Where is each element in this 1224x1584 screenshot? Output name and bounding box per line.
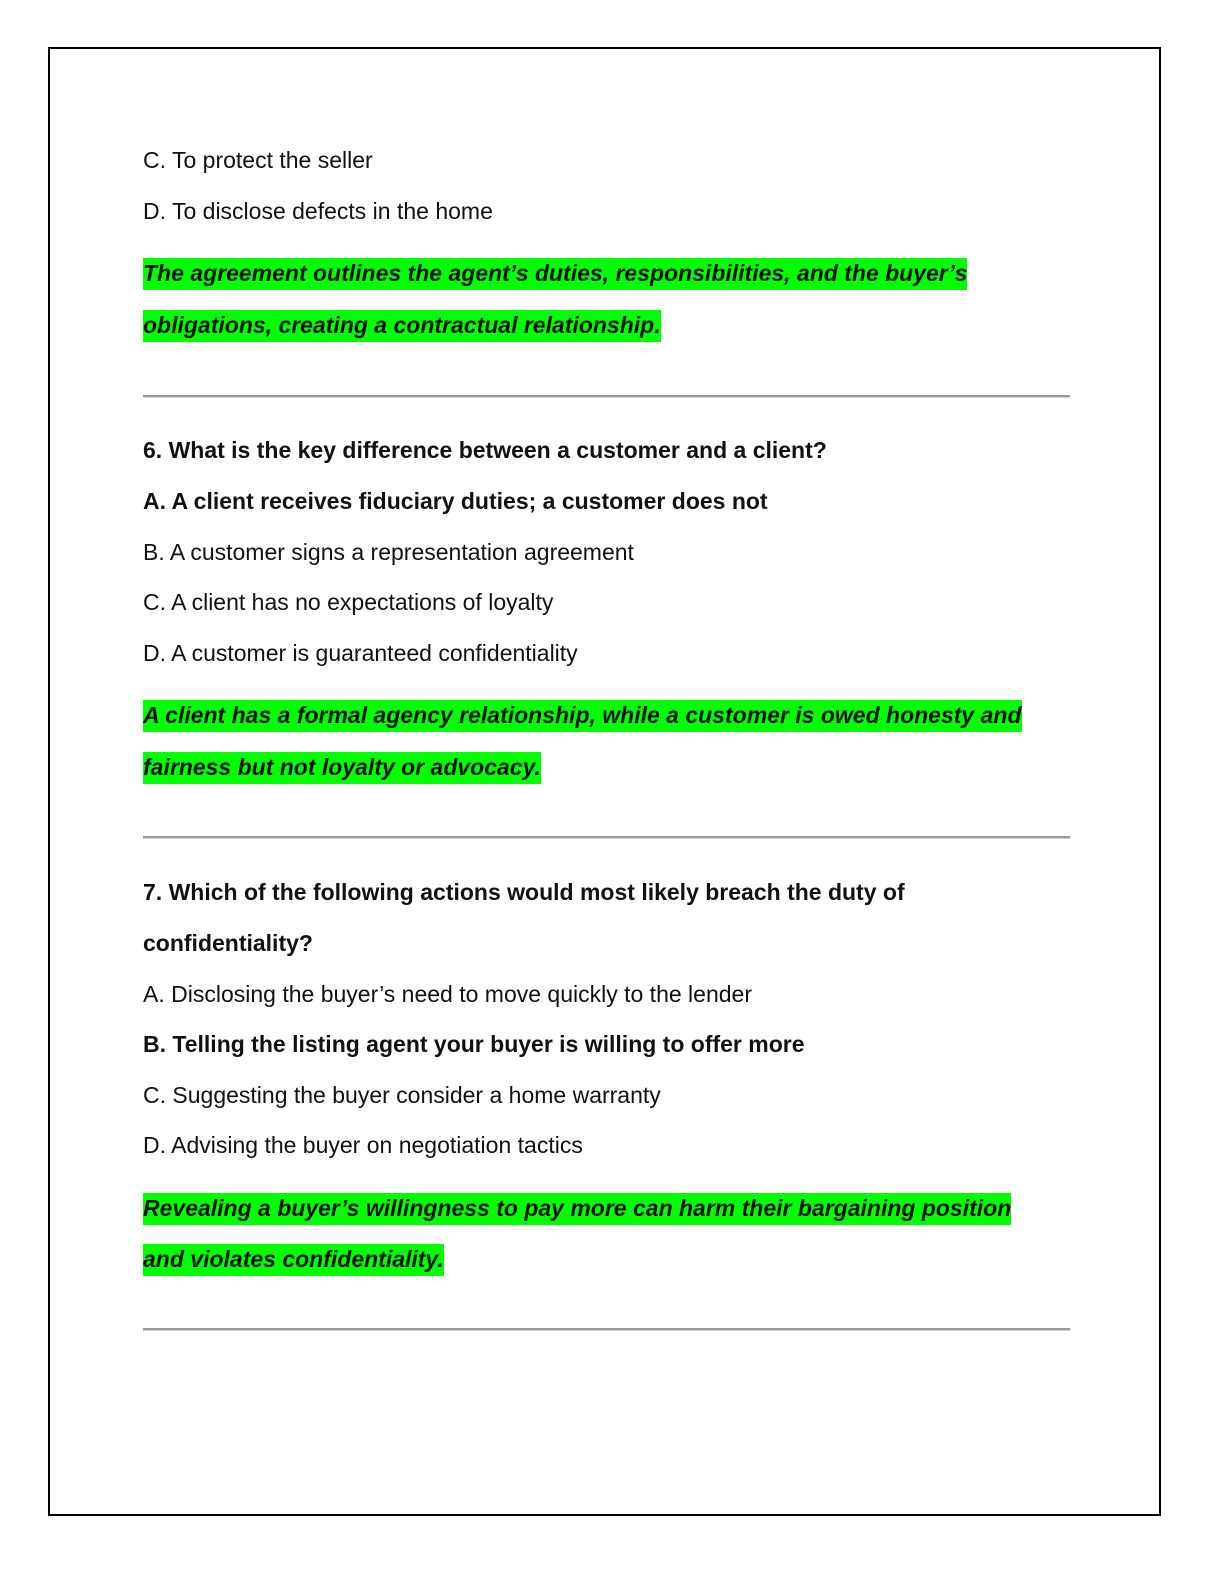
q5-option-d: D. To disclose defects in the home	[143, 198, 493, 224]
q5-explanation-line1	[143, 258, 967, 288]
q5-explanation-line2	[143, 310, 661, 340]
q6-explanation-line2	[143, 752, 541, 782]
q5-option-c: C. To protect the seller	[143, 147, 373, 173]
q7-option-b-correct: B. Telling the listing agent your buyer is willing to offer more	[143, 1031, 805, 1057]
q7-question-line1: 7. Which of the following actions would most likely breach the duty of	[143, 879, 905, 905]
q7-option-c: C. Suggesting the buyer consider a home warranty	[143, 1082, 661, 1108]
q7-option-d: D. Advising the buyer on negotiation tactics	[143, 1132, 583, 1158]
q6-explanation-highlight-2: fairness but not loyalty or advocacy.	[143, 752, 541, 784]
q6-option-d: D. A customer is guaranteed confidentiality	[143, 640, 578, 666]
q6-explanation-highlight-1: A client has a formal agency relationship, while a customer is owed honesty and	[143, 700, 1022, 732]
q7-explanation-line2	[143, 1244, 444, 1274]
q7-explanation-highlight-2: and violates confidentiality.	[143, 1244, 444, 1276]
divider-rule	[143, 395, 1070, 398]
q6-option-b: B. A customer signs a representation agreement	[143, 539, 634, 565]
q6-question: 6. What is the key difference between a customer and a client?	[143, 437, 827, 463]
divider-rule	[143, 1328, 1070, 1331]
divider-rule	[143, 836, 1070, 839]
q6-option-c: C. A client has no expectations of loyalty	[143, 589, 554, 615]
q6-explanation-line1	[143, 700, 1022, 730]
q5-explanation-highlight-1: The agreement outlines the agent’s duties, responsibilities, and the buyer’s	[143, 258, 967, 290]
q7-explanation-highlight-1: Revealing a buyer’s willingness to pay more can harm their bargaining position	[143, 1193, 1011, 1225]
q7-option-a: A. Disclosing the buyer’s need to move quickly to the lender	[143, 981, 752, 1007]
q7-explanation-line1	[143, 1193, 1011, 1223]
q5-explanation-highlight-2: obligations, creating a contractual relationship.	[143, 310, 661, 342]
q6-option-a-correct: A. A client receives fiduciary duties; a customer does not	[143, 488, 768, 514]
q7-question-line2: confidentiality?	[143, 930, 313, 956]
